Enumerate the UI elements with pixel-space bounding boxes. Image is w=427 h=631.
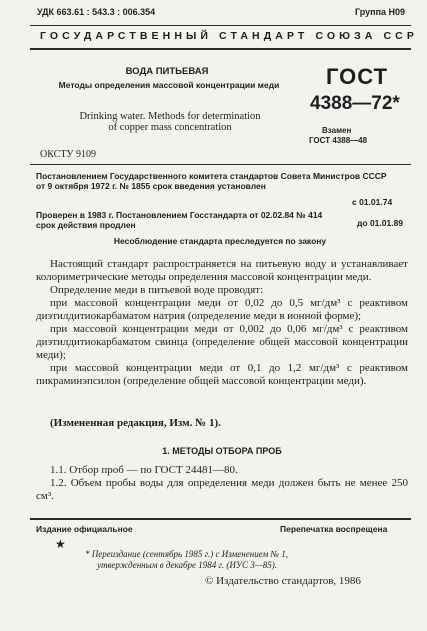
replace-label: Взамен (322, 126, 352, 135)
top-rule (30, 25, 411, 26)
title-en-line1: Drinking water. Methods for determination (79, 111, 261, 122)
footer-rule (30, 518, 411, 520)
replaced-standard: ГОСТ 4388—48 (309, 136, 368, 145)
paragraph-method-3: при массовой концентрации меди от 0,1 до 1,2 мг/дм³ с реактивом пикраминэпсилон (определение общей массовой концентрации меди). (36, 362, 408, 387)
violation-notice: Несоблюдение стандарта преследуется по закону (113, 236, 327, 246)
effective-date: с 01.01.74 (352, 197, 393, 207)
clause-1-2: 1.2. Объем пробы воды для определения меди должен быть не менее 250 см³. (36, 477, 408, 502)
reissue-note-line2: утвержденным в декабре 1984 г. (ИУС 3—85). (97, 560, 277, 570)
paragraph-method-2: при массовой концентрации меди от 0,002 до 0,06 мг/дм³ с реактивом диэтилдитиокарбаматом свинца (определение общей массовой концентрации меди); (36, 323, 408, 361)
extended-date: до 01.01.89 (357, 218, 404, 228)
gost-number: 4388—72* (310, 93, 400, 114)
paragraph-intro: Определение меди в питьевой воде проводят: (50, 284, 264, 296)
clause-1-1: 1.1. Отбор проб — по ГОСТ 24481—80. (50, 464, 238, 476)
publisher: © Издательство стандартов, 1986 (205, 575, 361, 587)
reissue-note-line1: * Переиздание (сентябрь 1985 г.) с Изменением № 1, (85, 549, 288, 559)
header-rule (30, 48, 411, 50)
checked-line2: срок действия продлен (36, 220, 136, 230)
section-1-heading: 1. МЕТОДЫ ОТБОРА ПРОБ (162, 446, 282, 456)
amendment-note: (Измененная редакция, Изм. № 1). (50, 417, 221, 429)
gost-word: ГОСТ (326, 64, 389, 89)
subtitle-ru: Методы определения массовой концентрации меди (58, 80, 280, 90)
paragraph-method-1: при массовой концентрации меди от 0,02 до 0,5 мг/дм³ с реактивом диэтилдитиокарбаматом натрия (определение меди в ионной форме); (36, 297, 408, 322)
official-edition: Издание официальное (36, 524, 133, 534)
standard-line: ГОСУДАРСТВЕННЫЙ СТАНДАРТ СОЮЗА ССР (40, 30, 418, 42)
title-ru: ВОДА ПИТЬЕВАЯ (125, 66, 209, 77)
okstu-rule (30, 164, 411, 165)
reprint-prohibited: Перепечатка воспрещена (280, 524, 388, 534)
decree-line2: от 9 октября 1972 г. № 1855 срок введения установлен (36, 181, 266, 191)
body-text (36, 258, 408, 388)
reissue-note (85, 549, 415, 571)
title-en (60, 111, 280, 133)
okstu-code: ОКСТУ 9109 (40, 149, 97, 160)
udk-code: УДК 663.61 : 543.3 : 006.354 (37, 7, 156, 17)
paragraph-scope: Настоящий стандарт распространяется на питьевую воду и устанавливает колориметрические методы определения массовой концентрации меди. (36, 258, 408, 283)
title-en-line2: of copper mass concentration (108, 122, 232, 133)
star-icon: ★ (55, 537, 66, 551)
decree-line1: Постановлением Государственного комитета стандартов Совета Министров СССР (36, 171, 387, 181)
checked-line1: Проверен в 1983 г. Постановлением Госстандарта от 02.02.84 № 414 (36, 210, 323, 220)
group-code: Группа Н09 (355, 7, 406, 17)
decree-text (36, 171, 411, 191)
section-1-text (36, 464, 408, 503)
checked-text (36, 210, 356, 230)
